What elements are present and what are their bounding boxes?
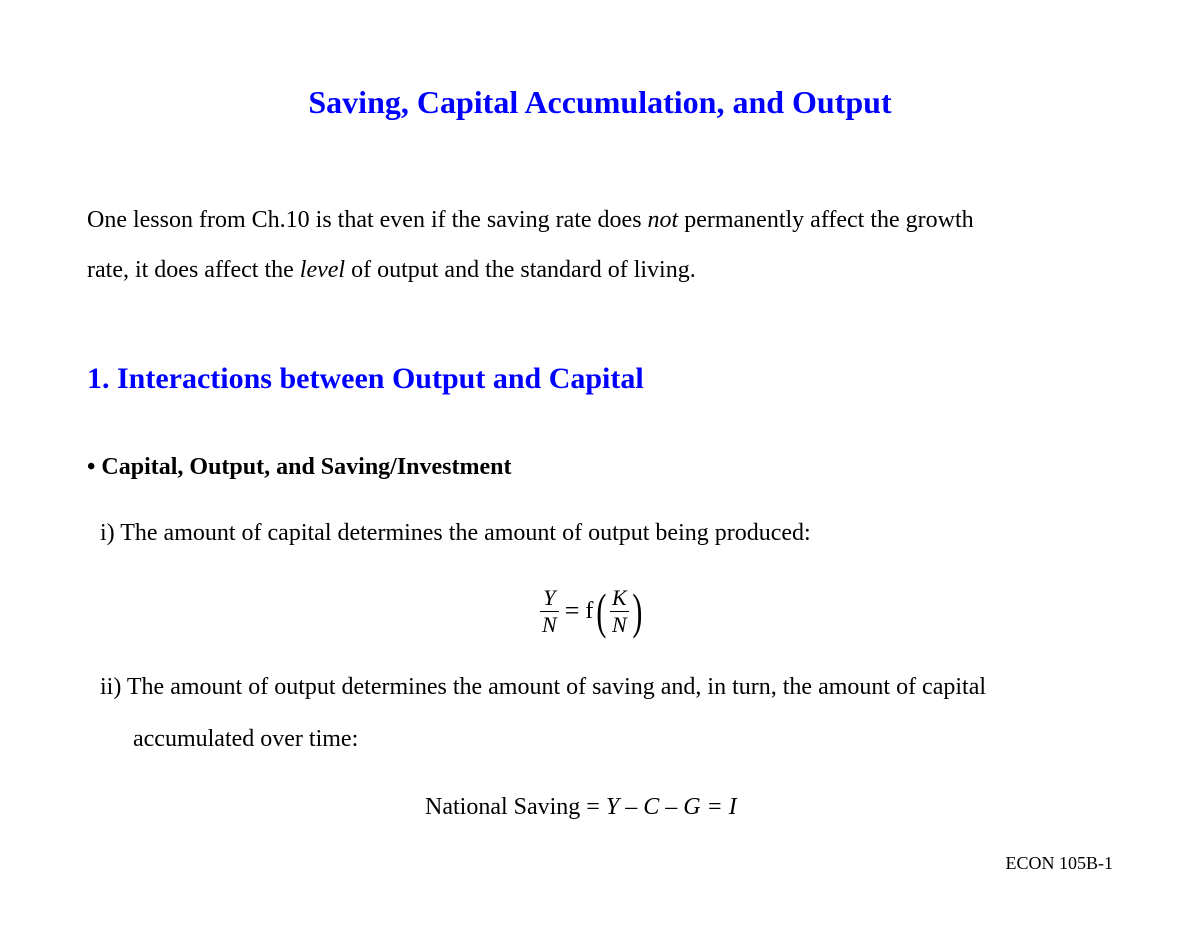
fraction-y-over-n <box>540 585 559 638</box>
denominator: N <box>542 611 557 637</box>
fraction-k-over-n <box>610 585 629 638</box>
numerator: Y <box>543 584 556 610</box>
intro-text: permanently affect the growth <box>678 207 974 233</box>
item-i: i) The amount of capital determines the amount of output being produced: <box>100 520 811 546</box>
bullet-heading: • Capital, Output, and Saving/Investment <box>87 454 512 480</box>
section-heading: 1. Interactions between Output and Capital <box>87 362 644 395</box>
left-paren: ( <box>596 583 607 639</box>
national-saving-equation <box>425 794 737 821</box>
intro-line-1 <box>87 207 974 234</box>
intro-text: rate, it does affect the <box>87 257 300 283</box>
national-saving-expression: Y – C – G = I <box>605 794 737 820</box>
denominator: N <box>612 611 627 637</box>
item-ii: ii) The amount of output determines the amount of saving and, in turn, the amount of capital <box>100 674 987 700</box>
national-saving-label: National Saving = <box>425 794 606 820</box>
page-footer: ECON 105B-1 <box>1005 853 1113 873</box>
intro-emphasis: level <box>299 257 346 283</box>
intro-text: One lesson from Ch.10 is that even if the saving rate does <box>87 207 648 233</box>
function-f: f <box>585 597 594 624</box>
page-title: Saving, Capital Accumulation, and Output <box>308 84 892 120</box>
intro-line-2 <box>87 257 696 284</box>
numerator: K <box>612 584 627 610</box>
production-function-formula <box>540 576 645 646</box>
intro-text: of output and the standard of living. <box>345 257 696 283</box>
intro-emphasis: not <box>647 207 679 233</box>
item-ii-continuation: accumulated over time: <box>133 726 359 752</box>
right-paren: ) <box>632 583 643 639</box>
equals-sign: = <box>564 596 580 625</box>
